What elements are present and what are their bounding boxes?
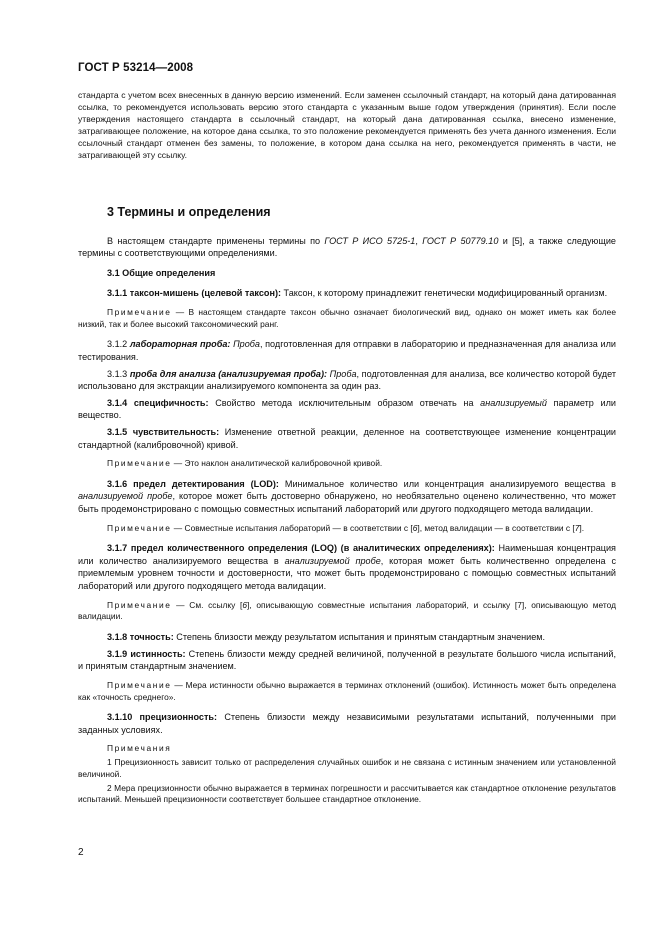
note-text: Мера истинности обычно выражается в терминах отклонений (ошибок). Истинность может быть определена как «точность среднего». [78,679,616,702]
term-3-1-4: 3.1.4 специфичность: Свойство метода исключительным образом отвечать на анализируемый параметр или вещество. [78,397,616,421]
term-name: 3.1.5 чувствительность: [107,426,220,437]
term-name: 3.1.6 предел детектирования (LOD): [107,478,279,489]
note-3-1-6: Примечание — Совместные испытания лабораторий — в соответствии с [6], метод валидации — в соответствии с [7]. [107,522,585,533]
note-label: Примечание [107,679,172,690]
subsection-title: 3.1 Общие определения [107,267,216,278]
term-name: 3.1.10 прецизионность: [107,712,218,723]
note-3-1-5: Примечание — Это наклон аналитической калибровочной кривой. [107,458,383,469]
term-3-1-10 [78,711,616,736]
note-label: Примечание [107,306,172,317]
term-definition: Изменение ответной реакции, деленное на соответствующее изменение концентрации стандартной (калибровочной) кривой. [78,426,616,450]
term-3-1-8 [78,631,616,644]
note-3-1-1: Примечание — В настоящем стандарте таксон обычно означает биологический вид, однако он может иметь как более низкий, так и более высокий таксономический ранг. [78,306,616,329]
term-definition: , подготовленная для анализа, все количество которой будет использовано для экстракции анализируемого компонента за один раз. [78,368,617,392]
note-text: Это наклон аналитической калибровочной кривой. [184,458,383,469]
term-name: проба для анализа (анализируемая проба): [129,368,328,379]
term-name: 3.1.1 таксон-мишень (целевой таксон): [107,288,282,299]
note-label: Примечание [107,522,172,533]
term-3-1-3: 3.1.3 проба для анализа (анализируемая проба): Проба, подготовленная для анализа, все количество которой будет использовано для экстракции анализируемого компонента за один раз. [78,368,617,392]
section-title: 3 Термины и определения [107,204,271,219]
page-number: 2 [78,847,84,858]
term-3-1-7: 3.1.7 предел количественного определения (LOQ) (в аналитических определениях): Наименьшая концентрация или количество анализируемого вещества в анализируемой пробе, которая может быть количественно определена с приемлемым уровнем точности и достоверности, что может быть продемонстрировано с помощью совместных испытаний лабораторий или другого подходящего метода валидации. [78,543,616,592]
note-3-1-9: Примечание — Мера истинности обычно выражается в терминах отклонений (ошибок). Истинность может быть определена как «точность среднего». [78,679,616,702]
note-3-1-10-1: 1 Прецизионность зависит только от распределения случайных ошибок и не связана с истинным значением или установленной величиной. [78,757,616,779]
term-3-1-2: 3.1.2 лабораторная проба: Проба, подготовленная для отправки в лабораторию и предназначенная для анализа или тестирования. [78,339,616,362]
term-name: 3.1.4 специфичность: [107,397,209,408]
reference-gost-5725: ГОСТ Р ИСО 5725-1 [324,235,416,246]
note-3-1-10-2: 2 Мера прецизионности обычно выражается в терминах погрешности и рассчитывается как стандартное отклонение результатов испытаний. Меньшей прецизионности соответствует большее стандартное отклонение. [78,782,616,805]
reference-gost-50779: ГОСТ Р 50779.10 [422,235,499,246]
document-body [78,89,616,808]
note-label: Примечание [107,599,172,610]
note-text: В настоящем стандарте таксон обычно означает биологический вид, однако он может иметь как более низкий, так и более высокий таксономический ранг. [78,306,616,329]
continuation-paragraph: стандарта с учетом всех внесенных в данную версию изменений. Если заменен ссылочный стандарт, на который дана датированная ссылка, то рекомендуется использовать версию этого стандарта с указанным выше годом утверждения (принятия). Если после утверждения настоящего стандарта в ссылочный стандарт, на который дана датированная ссылка, внесено изменение, затрагивающее положение, на которое дана ссылка, то это положение рекомендуется применять без учета данного изменения. Если ссылочный стандарт отменен без замены, то положение, в котором дана ссылка на него, рекомендуется применять в части, не затрагивающей эту ссылку. [78,90,616,161]
term-definition: Степень близости между результатом испытания и принятым стандартным значением. [173,632,546,643]
term-definition: Степень близости между независимыми результатами испытаний, полученными при заданных условиях. [78,712,616,735]
term-3-1-5 [78,426,616,451]
note-label: Примечание [107,458,172,469]
term-name: 3.1.8 точность: [107,632,174,643]
term-name: 3.1.7 предел количественного определения (LOQ) (в аналитических определениях): [107,543,495,554]
term-name: 3.1.9 истинность: [107,648,186,659]
term-definition: , подготовленная для отправки в лабораторию и предназначенная для анализа или тестирования. [78,339,616,362]
notes-label: Примечания [107,743,172,754]
term-3-1-6: 3.1.6 предел детектирования (LOD): Минимальное количество или концентрация анализируемого вещества в анализируемой пробе, которое может быть достоверно обнаружено, но необязательно оценено количественно, что может быть продемонстрировано с помощью совместных испытаний лабораторий или другого подходящего метода валидации. [78,478,617,514]
term-definition: Таксон, к которому принадлежит генетически модифицированный организм. [281,288,608,299]
term-3-1-1 [78,287,616,300]
note-3-1-7: Примечание — См. ссылку [6], описывающую совместные испытания лабораторий, и ссылку [7], описывающую метод валидации. [78,599,616,622]
term-3-1-9 [78,648,616,673]
term-name: лабораторная проба: [129,339,231,350]
intro-paragraph: В настоящем стандарте применены термины по ГОСТ Р ИСО 5725-1, ГОСТ Р 50779.10 и [5], а также следующие термины с соответствующими определениями. [78,235,616,259]
notes-heading [78,743,616,755]
document-header: ГОСТ Р 53214—2008 [78,62,194,74]
term-definition: Степень близости между средней величиной, полученной в результате большого числа испытаний, и принятым стандартным значением. [78,648,616,672]
